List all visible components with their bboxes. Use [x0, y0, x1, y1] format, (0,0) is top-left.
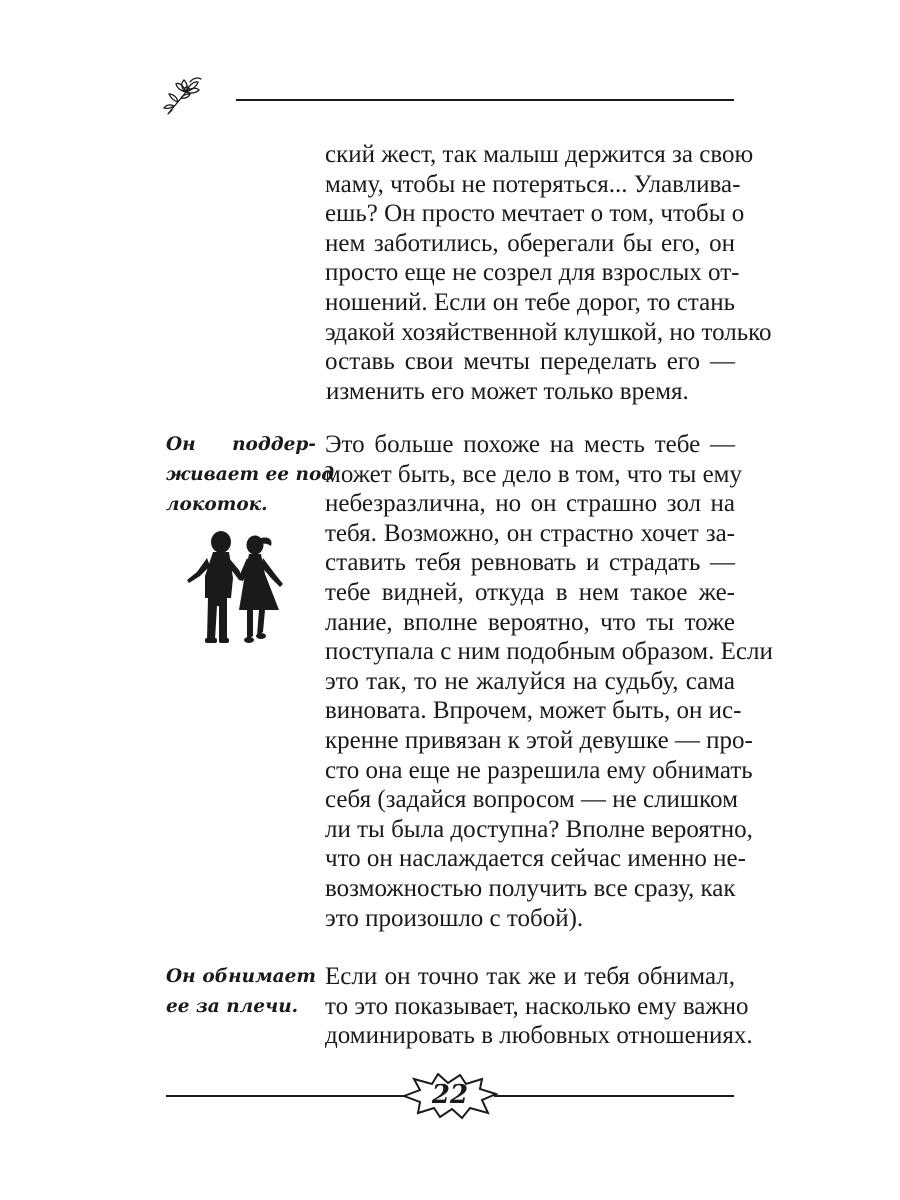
text-line: доминировать в любовных отношениях.	[325, 1022, 753, 1050]
heading-line: Он поддер-	[166, 434, 316, 455]
text-line: это так, то не жалуйся на судьбу, сама	[325, 667, 735, 695]
text-line: виновата. Впрочем, может быть, он ис-	[325, 697, 742, 725]
text-line: ешь? Он просто мечтает о том, чтобы о	[325, 200, 745, 228]
text-line: тебя. Возможно, он страстно хочет за-	[325, 519, 735, 547]
side-heading-1	[166, 430, 335, 520]
text-line: тебе видней, откуда в нем такое же-	[325, 578, 735, 606]
text-line: лание, вполне вероятно, что ты тоже	[325, 608, 735, 636]
paragraph-2	[325, 430, 773, 933]
text-line: оставь свои мечты переделать его —	[325, 348, 735, 376]
heading-line: ее за плечи.	[166, 996, 299, 1017]
footer-rule-right	[494, 1095, 734, 1097]
text-line: Это больше похоже на месть тебе —	[325, 431, 735, 458]
side-heading-2	[166, 962, 316, 1022]
text-line: это произошло с тобой).	[325, 904, 584, 932]
text-line: нем заботились, оберегали бы его, он	[325, 229, 735, 257]
text-line: себя (задайся вопросом — не слишком	[325, 786, 738, 814]
text-line: сто она еще не разрешила ему обнимать	[325, 756, 753, 784]
text-line: что он наслаждается сейчас именно не-	[325, 845, 746, 873]
flower-ornament-icon	[160, 72, 206, 118]
text-line: ношений. Если он тебе дорог, то стань	[325, 288, 735, 316]
text-line: кренне привязан к этой девушке — про-	[325, 726, 753, 754]
heading-line: локоток.	[166, 494, 268, 515]
footer-rule-left	[166, 1095, 406, 1097]
text-line: то это показывает, насколько ему важно	[325, 992, 749, 1020]
paragraph-1	[325, 140, 772, 406]
text-line: ставить тебя ревновать и страдать —	[325, 549, 735, 577]
text-line: поступала с ним подобным образом. Если	[325, 638, 773, 666]
text-line: ский жест, так малыш держится за свою	[325, 141, 754, 168]
heading-line: Он обнимает	[166, 966, 316, 987]
text-line: может быть, все дело в том, что ты ему	[325, 460, 743, 488]
heading-line: живает ее под	[166, 464, 335, 485]
paragraph-3	[325, 962, 753, 1051]
text-line: изменить его может только время.	[326, 377, 689, 405]
text-line: небезразлична, но он страшно зол на	[325, 490, 735, 518]
text-line: просто еще не созрел для взрослых от-	[325, 259, 740, 287]
text-line: эдакой хозяйственной клушкой, но только	[325, 318, 772, 346]
page-number: 22	[431, 1080, 469, 1110]
text-line: маму, чтобы не потеряться... Улавлива-	[325, 170, 741, 198]
text-line: ли ты была доступна? Вполне вероятно,	[325, 815, 753, 843]
children-silhouette-illustration	[183, 528, 287, 648]
text-line: возможностью получить все сразу, как	[325, 874, 736, 902]
text-line: Если он точно так же и тебя обнимал,	[325, 963, 735, 990]
header-rule	[236, 99, 734, 101]
